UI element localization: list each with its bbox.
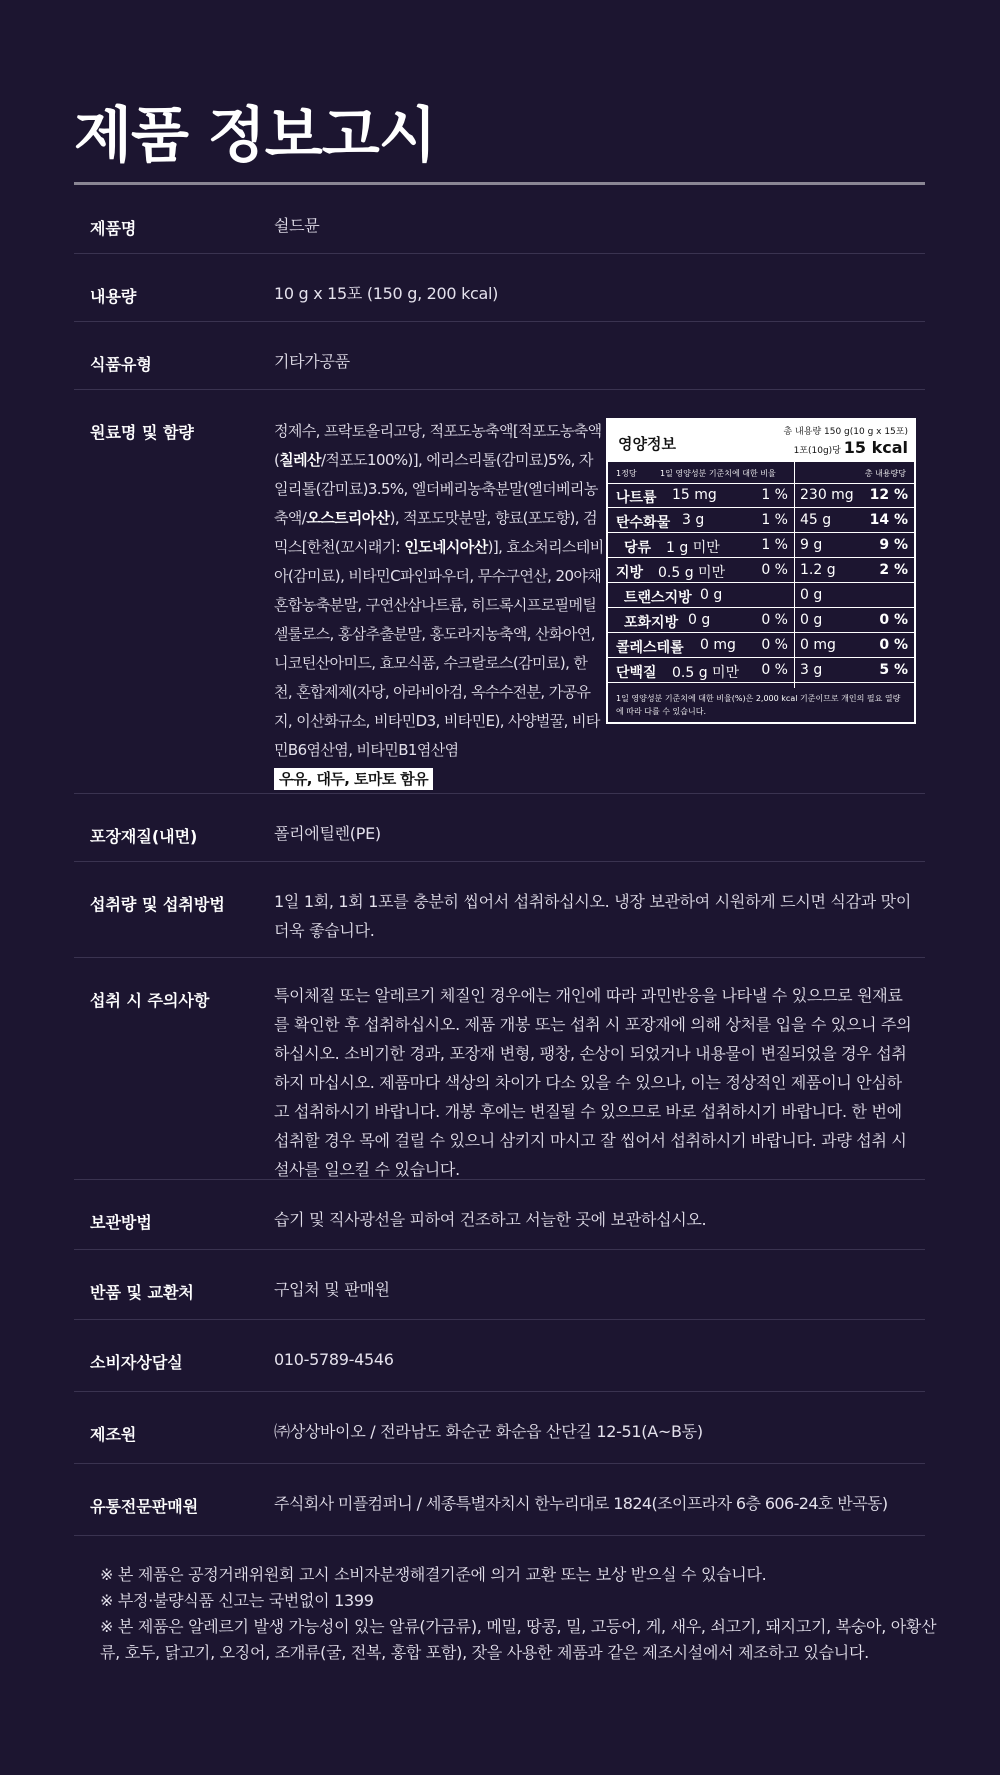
nutrient-total: 0 mg	[800, 637, 836, 653]
nutrition-title: 영양정보	[618, 435, 676, 453]
nutrient-pct: 0 %	[761, 637, 788, 653]
row-label: 반품 및 교환처	[90, 1283, 194, 1302]
ingredients-origin: 인도네시아산	[404, 538, 488, 556]
row-label: 식품유형	[90, 355, 152, 374]
nutrition-kcal: 15 kcal	[843, 438, 908, 457]
ingredients-text	[274, 417, 604, 794]
nutrient-total: 3 g	[800, 662, 823, 678]
nutrition-row	[608, 534, 914, 558]
row-value: 습기 및 직사광선을 피하여 건조하고 서늘한 곳에 보관하십시오.	[274, 1210, 707, 1229]
nutrition-row	[608, 559, 914, 583]
row-label: 원료명 및 함량	[90, 423, 194, 442]
nutrition-row	[608, 584, 914, 608]
nutrient-name: 지방	[616, 565, 644, 581]
nutrient-total-pct: 2 %	[879, 562, 908, 578]
row-product-name	[74, 186, 925, 254]
nutrition-sub-left: 1정당	[616, 469, 637, 478]
footer-notice: ※ 본 제품은 알레르기 발생 가능성이 있는 알류(가금류), 메밀, 땅콩, 밀, 고등어, 게, 새우, 쇠고기, 돼지고기, 복숭아, 아황산류, 호두, 닭고기, 오징어, 조개류(굴, 전복, 홍합 포함), 잣을 사용한 제품과 같은 제조시설에서 제조하고 있습니다.	[100, 1617, 937, 1662]
nutrient-name: 트랜스지방	[624, 590, 692, 606]
nutrient-amount: 0 g	[688, 612, 711, 628]
nutrient-pct: 1 %	[761, 537, 788, 553]
nutrient-total-pct: 9 %	[879, 537, 908, 553]
row-content	[74, 254, 925, 322]
nutrition-total-content: 총 내용량 150 g(10 g x 15포)	[783, 427, 908, 437]
footer-notices	[100, 1562, 940, 1666]
nutrient-total: 9 g	[800, 537, 823, 553]
nutrient-pct: 0 %	[761, 562, 788, 578]
row-distributor	[74, 1464, 925, 1536]
row-label: 섭취량 및 섭취방법	[90, 895, 225, 914]
nutrition-per-serving: 1포(10g)당	[793, 446, 841, 456]
row-value: 구입처 및 판매원	[274, 1280, 390, 1299]
row-storage	[74, 1180, 925, 1250]
nutrient-total: 230 mg	[800, 487, 854, 503]
row-label: 제품명	[90, 219, 137, 238]
title-divider	[74, 182, 925, 185]
nutrition-header	[608, 420, 914, 462]
row-caution	[74, 958, 925, 1180]
ingredients-part: ), 적포도맛분말, 향료(포도향), 검믹스[한천(꼬시래기:	[274, 509, 598, 556]
footer-notice: ※ 본 제품은 공정거래위원회 고시 소비자분쟁해결기준에 의거 교환 또는 보상 받으실 수 있습니다.	[100, 1565, 767, 1584]
nutrient-amount: 1 g 미만	[666, 540, 720, 556]
nutrient-pct: 1 %	[761, 487, 788, 503]
row-label: 보관방법	[90, 1213, 152, 1232]
row-label: 유통전문판매원	[90, 1497, 199, 1516]
ingredients-part: 정제수, 프락토올리고당, 적포도농축액[적포도농축액(	[274, 422, 602, 469]
ingredients-origin: 오스트리아산	[306, 509, 390, 527]
consumer-phone: 010-5789-4546	[274, 1350, 394, 1369]
nutrition-row	[608, 634, 914, 658]
nutrient-total-pct: 5 %	[879, 662, 908, 678]
nutrient-total-pct: 0 %	[879, 612, 908, 628]
nutrition-note: 1일 영양성분 기준치에 대한 비율(%)은 2,000 kcal 기준이므로 개인의 필요 열량에 따라 다를 수 있습니다.	[616, 694, 901, 716]
nutrition-row	[608, 484, 914, 508]
row-value: 10 g x 15포 (150 g, 200 kcal)	[274, 284, 499, 303]
nutrition-row	[608, 609, 914, 633]
row-consumer	[74, 1320, 925, 1392]
ingredients-part: )], 효소처리스테비아(감미료), 비타민C파인파우더, 무수구연산, 20야채혼합농축분말, 구연산삼나트륨, 히드록시프로필메틸셀룰로스, 홍삼추출분말, 홍도라지농축액, 산화아연, 니코틴산아미드, 효모식품, 수크랄로스(감미료), 한천, 혼합제제(자당, 아라비아검, 옥수수전분, 가공유지, 이산화규소, 비타민D3, 비타민E), 사양벌꿀, 비타민B6염산염, 비타민B1염산염	[274, 538, 604, 759]
nutrient-amount: 15 mg	[672, 487, 717, 503]
row-value: 폴리에틸렌(PE)	[274, 824, 381, 843]
nutrient-pct: 1 %	[761, 512, 788, 528]
nutrient-name: 콜레스테롤	[616, 640, 684, 656]
nutrient-pct: 0 %	[761, 662, 788, 678]
row-value: 주식회사 미플컴퍼니 / 세종특별자치시 한누리대로 1824(조이프라자 6층 606-24호 반곡동)	[274, 1494, 888, 1513]
page-title: 제품 정보고시	[74, 101, 436, 171]
nutrient-total-pct: 0 %	[879, 637, 908, 653]
nutrition-subheader	[608, 462, 914, 484]
nutrient-amount: 0 mg	[700, 637, 736, 653]
row-value: 기타가공품	[274, 352, 350, 371]
nutrient-name: 나트륨	[616, 490, 657, 506]
row-return	[74, 1250, 925, 1320]
nutrient-amount: 0.5 g 미만	[658, 565, 726, 581]
row-label: 내용량	[90, 287, 137, 306]
allergen-badge: 우유, 대두, 토마토 함유	[274, 768, 433, 790]
row-food-type	[74, 322, 925, 390]
nutrition-row	[608, 509, 914, 533]
footer-notice: ※ 부정·불량식품 신고는 국번없이 1399	[100, 1591, 374, 1610]
nutrient-total-pct: 12 %	[869, 487, 908, 503]
nutrition-row	[608, 659, 914, 683]
ingredients-part: /적포도100%)], 에리스리톨(감미료)5%, 자일리톨(감미료)3.5%, 엘더베리농축분말(엘더베리농축액/	[274, 451, 598, 527]
nutrient-total: 45 g	[800, 512, 832, 528]
nutrient-total-pct: 14 %	[869, 512, 908, 528]
nutrient-amount: 0.5 g 미만	[672, 665, 740, 681]
row-manufacturer	[74, 1392, 925, 1464]
nutrient-name: 포화지방	[624, 615, 679, 631]
row-ingredients	[74, 390, 925, 794]
nutrient-amount: 0 g	[700, 587, 723, 603]
row-value: 1일 1회, 1회 1포를 충분히 씹어서 섭취하십시오. 냉장 보관하여 시원하게 드시면 식감과 맛이 더욱 좋습니다.	[274, 892, 911, 940]
nutrition-sub-right: 총 내용량당	[864, 469, 906, 478]
nutrition-serving	[794, 438, 908, 457]
ingredients-origin: 칠레산	[279, 451, 321, 469]
nutrition-facts-table	[606, 418, 916, 724]
nutrition-sub-mid: 1일 영양성분 기준치에 대한 비율	[660, 469, 776, 478]
nutrient-name: 단백질	[616, 665, 657, 681]
row-label: 포장재질(내면)	[90, 827, 198, 846]
row-value: 쉴드뮨	[274, 216, 320, 235]
nutrient-name: 탄수화물	[616, 515, 671, 531]
row-label: 소비자상담실	[90, 1353, 183, 1372]
row-packaging	[74, 794, 925, 862]
nutrient-total: 1.2 g	[800, 562, 836, 578]
nutrient-pct: 0 %	[761, 612, 788, 628]
row-intake	[74, 862, 925, 958]
nutrient-amount: 3 g	[682, 512, 705, 528]
row-value: 특이체질 또는 알레르기 체질인 경우에는 개인에 따라 과민반응을 나타낼 수 있으므로 원재료를 확인한 후 섭취하십시오. 제품 개봉 또는 섭취 시 포장재에 의해 상처를 입을 수 있으니 주의하십시오. 소비기한 경과, 포장재 변형, 팽창, 손상이 되었거나 내용물이 변질되었을 경우 섭취하지 마십시오. 제품마다 색상의 차이가 다소 있을 수 있으나, 이는 정상적인 제품이니 안심하고 섭취하시기 바랍니다. 개봉 후에는 변질될 수 있으므로 바로 섭취하시기 바랍니다. 한 번에 섭취할 경우 목에 걸릴 수 있으니 삼키지 마시고 잘 씹어서 섭취하시기 바랍니다. 과량 섭취 시 설사를 일으킬 수 있습니다.	[274, 986, 912, 1179]
row-value: ㈜상상바이오 / 전라남도 화순군 화순읍 산단길 12-51(A~B동)	[274, 1422, 703, 1441]
nutrient-total: 0 g	[800, 587, 823, 603]
row-label: 섭취 시 주의사항	[90, 991, 210, 1010]
row-label: 제조원	[90, 1425, 137, 1444]
nutrient-name: 당류	[624, 540, 652, 556]
nutrient-total: 0 g	[800, 612, 823, 628]
